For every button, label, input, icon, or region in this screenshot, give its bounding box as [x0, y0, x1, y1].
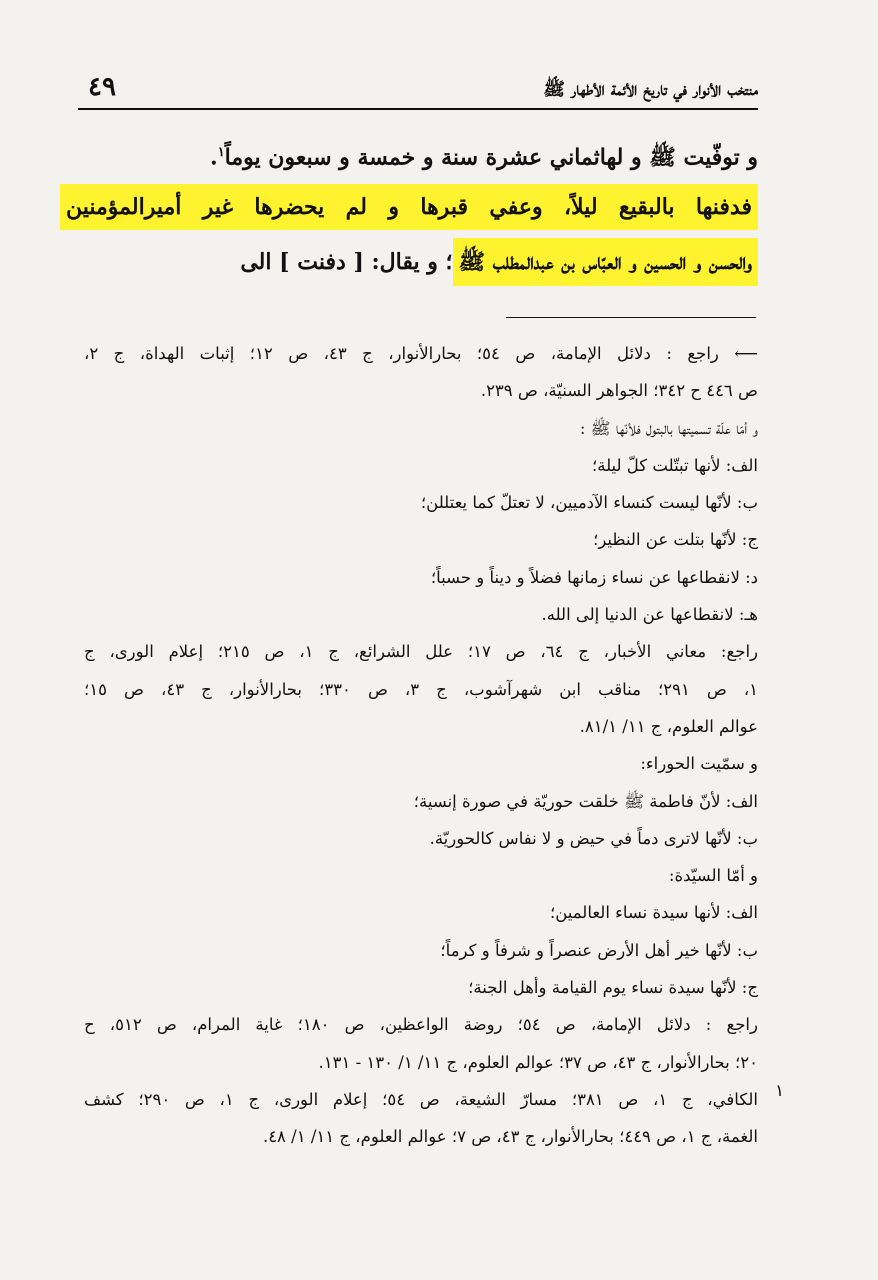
main-line-1-text: و توفّيت ﷺ و لهاثماني عشرة سنة و خمسة و سبعون يوماً: [224, 144, 758, 171]
main-line-3-rest: ؛ و يقال: [ دفنت ] الى: [240, 249, 453, 275]
footnote-line: الغمة، ج ١، ص ٤٤٩؛ بحارالأنوار، ج ٤٣، ص ٧؛ عوالم العلوم، ج ١١/ ١/ ٤٨.: [262, 1127, 758, 1147]
note-line: ص ٤٤٦ ح ٣٤٢؛ الجواهر السنيّة، ص ٢٣٩.: [480, 381, 758, 401]
highlighted-text-2: والحسن و الحسين و العبّاس بن عبدالمطلب ﷺ: [453, 238, 758, 286]
note-line: الف: لأنّ فاطمة ﷺ خلقت حوريّة في صورة إنسية؛: [413, 791, 758, 811]
footnote-1: [84, 1080, 784, 1156]
note-line: هـ: لانقطاعها عن الدنيا إلى الله.: [541, 605, 758, 625]
main-text: [60, 130, 758, 292]
note-line: و أمّا علّة تسميتها بالبتول فلأنّها ﷺ :: [579, 418, 758, 438]
main-line-3: [60, 238, 758, 292]
note-line: الف: لأنها سيدة نساء العالمين؛: [549, 903, 758, 923]
note-line: و سمّيت الحوراء:: [640, 754, 758, 774]
main-line-1: [60, 130, 758, 184]
header-rule: [78, 108, 758, 110]
page-number: ٤٩: [88, 72, 116, 102]
note-line: ب: لأنّها خير أهل الأرض عنصراً و شرفاً و كرماً؛: [440, 940, 758, 960]
footnote-body: [84, 1081, 758, 1156]
main-line-1-end: .: [210, 144, 218, 171]
note-line: ب: لأنّها لاترى دماً في حيض و لا نفاس كالحوريّة.: [429, 828, 758, 848]
page-header: [78, 70, 758, 110]
footnotes: [84, 335, 784, 1156]
note-line: ب: لأنّها ليست كنساء الآدميين، لا تعتلّ كما يعتللن؛: [420, 493, 758, 513]
highlighted-text-1: فدفنها بالبقيع ليلاً، وعفي قبرها و لم يحضرها غير أميرالمؤمنين: [60, 184, 758, 230]
running-title: منتخب الأنوار في تاريخ الأئمة الأطهار ﷺ: [543, 79, 758, 100]
note-line: د: لانقطاعها عن نساء زمانها فضلاً و ديناً و حسباً؛: [430, 567, 758, 587]
note-line: ج: لأنّها بتلت عن النظير؛: [593, 530, 758, 550]
note-line: الف: لأنها تبتّلت كلّ ليلة؛: [592, 455, 758, 475]
footnote-separator: [506, 317, 756, 318]
footnote-marker[interactable]: ١: [217, 145, 225, 160]
note-line: ⟵ راجع : دلائل الإمامة، ص ٥٤؛ بحارالأنوار، ج ٤٣، ص ١٢؛ إثبات الهداة، ج ٢،: [84, 344, 758, 363]
note-line: و أمّا السيّدة:: [668, 866, 758, 886]
note-line: ج: لأنّها سيدة نساء يوم القيامة وأهل الجنة؛: [468, 978, 758, 998]
note-line: راجع: معاني الأخبار، ج ٦٤، ص ١٧؛ علل الشرائع، ج ١، ص ٢١٥؛ إعلام الورى، ج: [84, 642, 759, 662]
footnote-line: الكافي، ج ١، ص ٣٨١؛ مسارّ الشيعة، ص ٥٤؛ إعلام الورى، ج ١، ص ٢٩٠؛ كشف: [84, 1089, 759, 1109]
main-line-2: [60, 184, 758, 238]
note-line: ٢٠؛ بحارالأنوار، ج ٤٣، ص ٣٧؛ عوالم العلوم، ج ١١/ ١/ ١٣٠ - ١٣١.: [318, 1052, 758, 1072]
footnote-number-text: ١: [775, 1080, 784, 1100]
note-line: ١، ص ٢٩١؛ مناقب ابن شهرآشوب، ج ٣، ص ٣٣٠؛ بحارالأنوار، ج ٤٣، ص ١٥؛: [84, 679, 759, 699]
note-line: راجع : دلائل الإمامة، ص ٥٤؛ روضة الواعظين، ص ١٨٠؛ غاية المرام، ص ٥١٢، ح: [84, 1015, 758, 1035]
note-line: عوالم العلوم، ج ١١/ ٨١/١.: [579, 716, 758, 736]
